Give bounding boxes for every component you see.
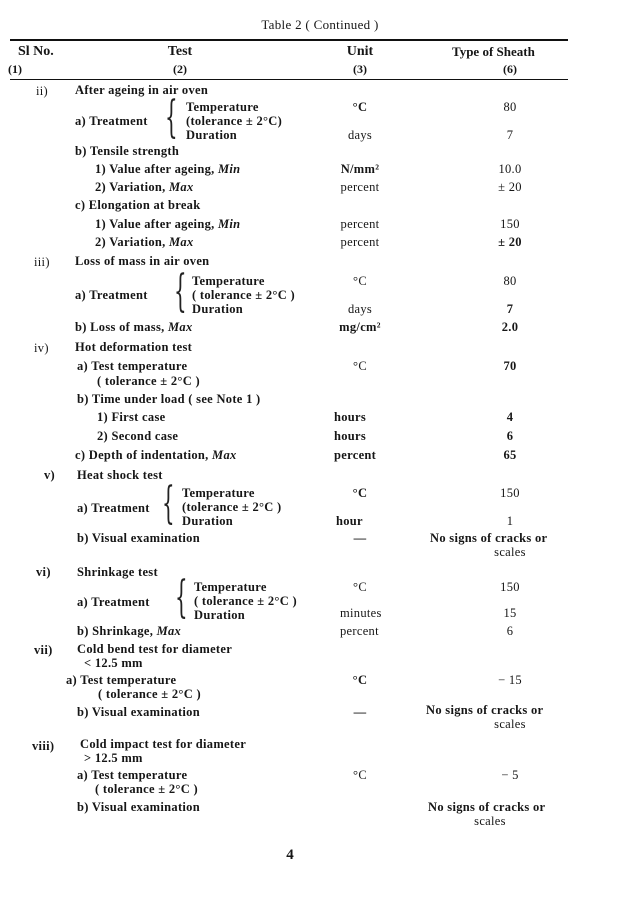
- row-label: a) Test temperature: [77, 359, 188, 373]
- row-label: b) Time under load ( see Note 1 ): [77, 392, 261, 406]
- row-label: a) Treatment: [77, 501, 150, 515]
- header-sl-index: (1): [8, 62, 22, 76]
- unit-cell: mg/cm²: [339, 320, 381, 334]
- value-cell: ± 20: [498, 235, 522, 249]
- row-qualifier: Max: [212, 448, 237, 462]
- row-label: Duration: [194, 608, 246, 622]
- value-cell: 80: [503, 274, 517, 288]
- row-label: b) Visual examination: [77, 800, 200, 814]
- unit-cell: percent: [340, 235, 380, 249]
- header-type-index: (6): [503, 62, 517, 76]
- row-label: c) Depth of indentation,: [75, 448, 209, 462]
- value-cell: 7: [506, 302, 514, 316]
- unit-cell: °C: [353, 580, 367, 594]
- row-label: Temperature: [186, 100, 259, 114]
- section-title: Heat shock test: [77, 468, 163, 482]
- value-cell: 1: [506, 514, 514, 528]
- value-cell: scales: [494, 545, 526, 559]
- row-label: ( tolerance ± 2°C ): [98, 687, 201, 701]
- row-label: 1) Value after ageing,: [95, 217, 215, 231]
- value-cell: − 15: [498, 673, 522, 687]
- row-label: Temperature: [182, 486, 255, 500]
- unit-cell: percent: [334, 448, 377, 462]
- row-label: Duration: [192, 302, 244, 316]
- section-title: Hot deformation test: [75, 340, 193, 354]
- row-qualifier: Max: [169, 235, 194, 249]
- value-cell: 10.0: [498, 162, 522, 176]
- section-number: iii): [34, 255, 50, 269]
- row-qualifier: Max: [167, 320, 193, 334]
- unit-cell: °C: [353, 359, 367, 373]
- row-qualifier: Max: [156, 624, 182, 638]
- row-label: ( tolerance ± 2°C ): [194, 594, 297, 608]
- value-cell: scales: [494, 717, 526, 731]
- value-cell: No signs of cracks or: [428, 800, 546, 814]
- header-unit: Unit: [346, 44, 374, 59]
- row-label: (tolerance ± 2°C): [186, 114, 283, 128]
- value-cell: 150: [500, 217, 520, 231]
- value-cell: 15: [503, 606, 517, 620]
- section-title: Cold impact test for diameter: [80, 737, 247, 751]
- row-label: b) Visual examination: [77, 531, 200, 545]
- section-number: iv): [34, 341, 49, 355]
- row-label: a) Treatment: [75, 288, 148, 302]
- row-qualifier: Min: [218, 217, 241, 231]
- header-sl-no: Sl No.: [18, 44, 54, 59]
- header-type: Type of Sheath: [452, 44, 535, 59]
- section-number: vii): [34, 643, 53, 657]
- section-title: Loss of mass in air oven: [75, 254, 210, 268]
- section-number: v): [44, 468, 56, 482]
- row-label: Duration: [186, 128, 238, 142]
- unit-cell: percent: [340, 624, 379, 638]
- unit-cell: —: [353, 705, 367, 719]
- page-number: 4: [286, 847, 294, 863]
- section-title: Shrinkage test: [77, 565, 158, 579]
- row-label: 2) Variation,: [95, 180, 166, 194]
- value-cell: 2.0: [501, 320, 519, 334]
- unit-cell: °C: [352, 100, 368, 114]
- value-cell: 80: [503, 100, 517, 114]
- section-title: Cold bend test for diameter: [77, 642, 233, 656]
- unit-cell: °C: [353, 274, 367, 288]
- row-label: 1) First case: [97, 410, 166, 424]
- value-cell: 70: [503, 359, 517, 373]
- value-cell: No signs of cracks or: [426, 703, 544, 717]
- section-title: After ageing in air oven: [75, 83, 209, 97]
- row-label: b) Shrinkage,: [77, 624, 154, 638]
- value-cell: 150: [500, 486, 520, 500]
- value-cell: − 5: [501, 768, 519, 782]
- row-label: Temperature: [194, 580, 267, 594]
- header-test: Test: [167, 44, 193, 59]
- value-cell: 150: [500, 580, 520, 594]
- value-cell: 7: [506, 128, 514, 142]
- unit-cell: minutes: [340, 606, 382, 620]
- top-rule: [10, 39, 568, 41]
- unit-cell: hours: [334, 410, 367, 424]
- brace-icon: {: [165, 92, 178, 143]
- row-label: 2) Variation,: [95, 235, 166, 249]
- unit-cell: °C: [352, 673, 368, 687]
- row-label: 1) Value after ageing,: [95, 162, 215, 176]
- row-label: a) Test temperature: [77, 768, 188, 782]
- row-label: (tolerance ± 2°C ): [182, 500, 282, 514]
- unit-cell: —: [353, 531, 367, 545]
- brace-icon: {: [175, 572, 188, 623]
- row-label: 2) Second case: [97, 429, 179, 443]
- row-label: Temperature: [192, 274, 265, 288]
- row-qualifier: Max: [169, 180, 194, 194]
- section-title-line2: > 12.5 mm: [84, 751, 143, 765]
- value-cell: scales: [474, 814, 506, 828]
- section-title-line2: < 12.5 mm: [84, 656, 143, 670]
- row-qualifier: Min: [218, 162, 241, 176]
- row-label: a) Treatment: [77, 595, 150, 609]
- unit-cell: °C: [352, 486, 368, 500]
- row-label: Duration: [182, 514, 234, 528]
- value-cell: 65: [503, 448, 517, 462]
- brace-icon: {: [162, 478, 175, 529]
- row-label: b) Visual examination: [77, 705, 200, 719]
- value-cell: 4: [506, 410, 514, 424]
- unit-cell: hours: [334, 429, 367, 443]
- unit-cell: days: [347, 302, 373, 316]
- unit-cell: °C: [353, 768, 367, 782]
- row-label: ( tolerance ± 2°C ): [95, 782, 198, 796]
- row-label: a) Test temperature: [66, 673, 177, 687]
- row-label: b) Tensile strength: [75, 144, 180, 158]
- unit-cell: days: [347, 128, 373, 142]
- unit-cell: percent: [340, 217, 380, 231]
- table-caption: Table 2 ( Continued ): [261, 17, 379, 32]
- row-label: ( tolerance ± 2°C ): [192, 288, 295, 302]
- value-cell: 6: [506, 429, 514, 443]
- section-number: viii): [32, 739, 55, 753]
- row-label: c) Elongation at break: [75, 198, 201, 212]
- section-number: ii): [36, 84, 49, 98]
- row-label: a) Treatment: [75, 114, 148, 128]
- section-number: vi): [36, 565, 51, 579]
- unit-cell: hour: [336, 514, 363, 528]
- row-label: b) Loss of mass,: [75, 320, 165, 334]
- header-test-index: (2): [173, 62, 187, 76]
- header-unit-index: (3): [353, 62, 367, 76]
- value-cell: ± 20: [498, 180, 522, 194]
- unit-cell: N/mm²: [340, 162, 380, 176]
- value-cell: 6: [506, 624, 514, 638]
- header-rule: [10, 79, 568, 80]
- value-cell: No signs of cracks or: [430, 531, 548, 545]
- unit-cell: percent: [340, 180, 380, 194]
- row-label: ( tolerance ± 2°C ): [97, 374, 200, 388]
- brace-icon: {: [174, 266, 187, 317]
